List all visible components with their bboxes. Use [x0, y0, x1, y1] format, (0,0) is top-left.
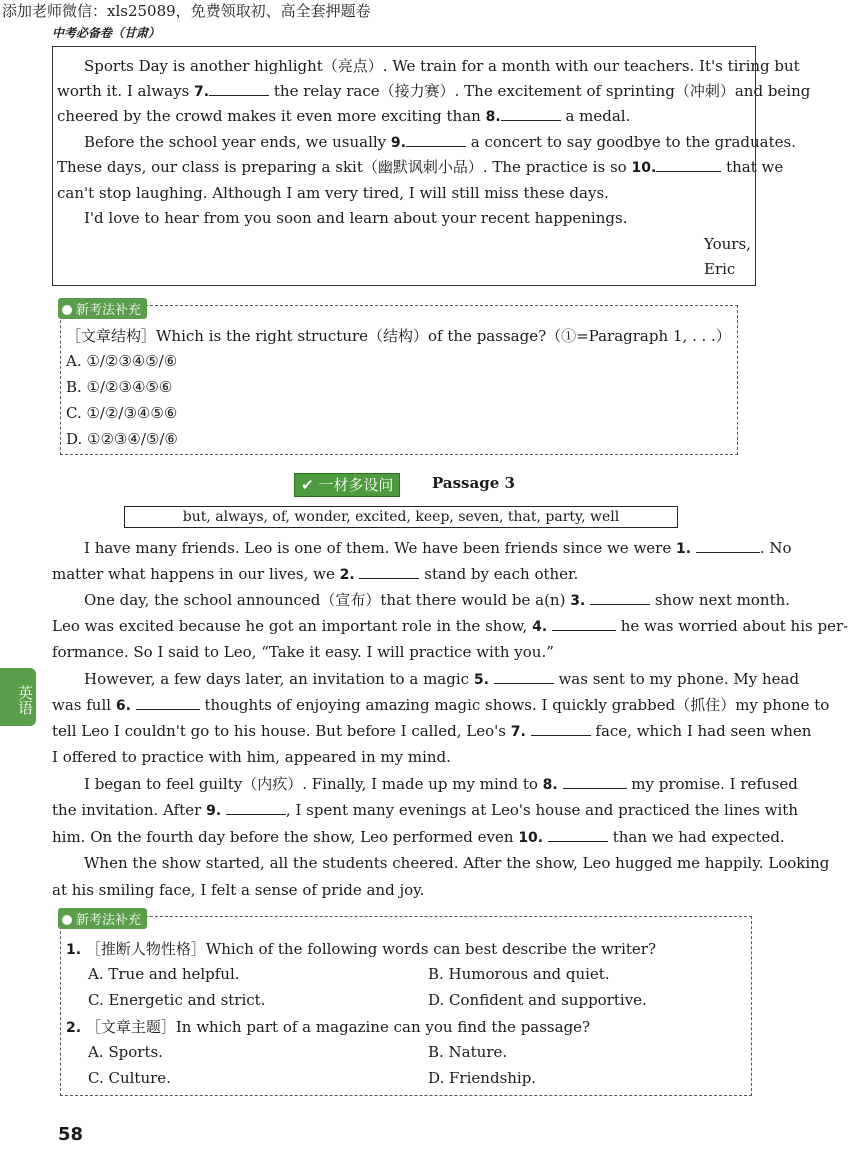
- option-c: C. Energetic and strict.: [88, 991, 266, 1009]
- check-icon: [62, 305, 72, 315]
- passage-line: him. On the fourth day before the show, Leo performed even 10. than we had expected.: [52, 828, 785, 846]
- supplement-tag: 新考法补充: [58, 298, 147, 319]
- letter-line: Sports Day is another highlight（亮点）. We train for a month with our teachers. It's tiring but: [84, 57, 800, 75]
- option-d: D. Confident and supportive.: [428, 991, 647, 1009]
- letter-closing: Yours,: [704, 235, 751, 253]
- passage-line: I offered to practice with him, appeared in my mind.: [52, 748, 451, 766]
- option-a: A. ①/②③④⑤/⑥: [66, 352, 178, 370]
- option-a: A. Sports.: [88, 1043, 163, 1061]
- page-number: 58: [58, 1124, 84, 1145]
- letter-line: I'd love to hear from you soon and learn about your recent happenings.: [84, 209, 628, 227]
- question-text: 1. ［推断人物性格］Which of the following words can best describe the writer?: [66, 940, 657, 958]
- option-d: D. ①②③④/⑤/⑥: [66, 430, 178, 448]
- check-icon: [62, 915, 72, 925]
- option-b: B. Humorous and quiet.: [428, 965, 610, 983]
- word-bank: but, always, of, wonder, excited, keep, seven, that, party, well: [124, 506, 678, 528]
- passage-line: tell Leo I couldn't go to his house. But before I called, Leo's 7. face, which I had seen when: [52, 722, 812, 740]
- letter-signature: Eric: [704, 260, 736, 278]
- section-badge: ✔ 一材多设问: [294, 473, 400, 497]
- passage-line: formance. So I said to Leo, “Take it easy. I will practice with you.”: [52, 643, 554, 661]
- option-c: C. ①/②/③④⑤⑥: [66, 404, 178, 422]
- passage-line: I have many friends. Leo is one of them. We have been friends since we were 1. . No: [84, 539, 792, 557]
- passage-title: Passage 3: [432, 474, 515, 492]
- passage-line: at his smiling face, I felt a sense of pride and joy.: [52, 881, 425, 899]
- side-tab: 英语: [0, 668, 36, 726]
- question-text: ［文章结构］Which is the right structure（结构）of the passage?（①=Paragraph 1, . . .）: [66, 327, 731, 345]
- passage-line: the invitation. After 9. , I spent many evenings at Leo's house and practiced the lines with: [52, 801, 798, 819]
- letter-line: worth it. I always 7. the relay race（接力赛）. The excitement of sprinting（冲刺）and being: [57, 82, 811, 100]
- passage-line: One day, the school announced（宣布）that there would be a(n) 3. show next month.: [84, 591, 791, 609]
- passage-line: I began to feel guilty（内疚）. Finally, I made up my mind to 8. my promise. I refused: [84, 775, 798, 793]
- letter-line: can't stop laughing. Although I am very tired, I will still miss these days.: [57, 184, 609, 202]
- passage-line: When the show started, all the students cheered. After the show, Leo hugged me happily. Looking: [84, 854, 830, 872]
- passage-line: was full 6. thoughts of enjoying amazing magic shows. I quickly grabbed（抓住）my phone to: [52, 696, 830, 714]
- watermark-text: 添加老师微信：xls25089，免费领取初、高全套押题卷: [2, 2, 371, 20]
- option-b: B. Nature.: [428, 1043, 508, 1061]
- letter-line: These days, our class is preparing a skit（幽默讽刺小品）. The practice is so 10. that we: [57, 158, 784, 176]
- option-d: D. Friendship.: [428, 1069, 537, 1087]
- passage-line: However, a few days later, an invitation to a magic 5. was sent to my phone. My head: [84, 670, 800, 688]
- page-header-title: 中考必备卷（甘肃）: [52, 26, 161, 40]
- passage-line: matter what happens in our lives, we 2. stand by each other.: [52, 565, 579, 583]
- checkmark-icon: ✔: [301, 476, 314, 494]
- passage-line: Leo was excited because he got an important role in the show, 4. he was worried about his per-: [52, 617, 848, 635]
- option-a: A. True and helpful.: [88, 965, 240, 983]
- option-b: B. ①/②③④⑤⑥: [66, 378, 173, 396]
- letter-line: Before the school year ends, we usually 9. a concert to say goodbye to the graduates.: [84, 133, 796, 151]
- option-c: C. Culture.: [88, 1069, 171, 1087]
- letter-line: cheered by the crowd makes it even more exciting than 8. a medal.: [57, 107, 631, 125]
- supplement-tag: 新考法补充: [58, 908, 147, 929]
- question-text: 2. ［文章主题］In which part of a magazine can you find the passage?: [66, 1018, 591, 1036]
